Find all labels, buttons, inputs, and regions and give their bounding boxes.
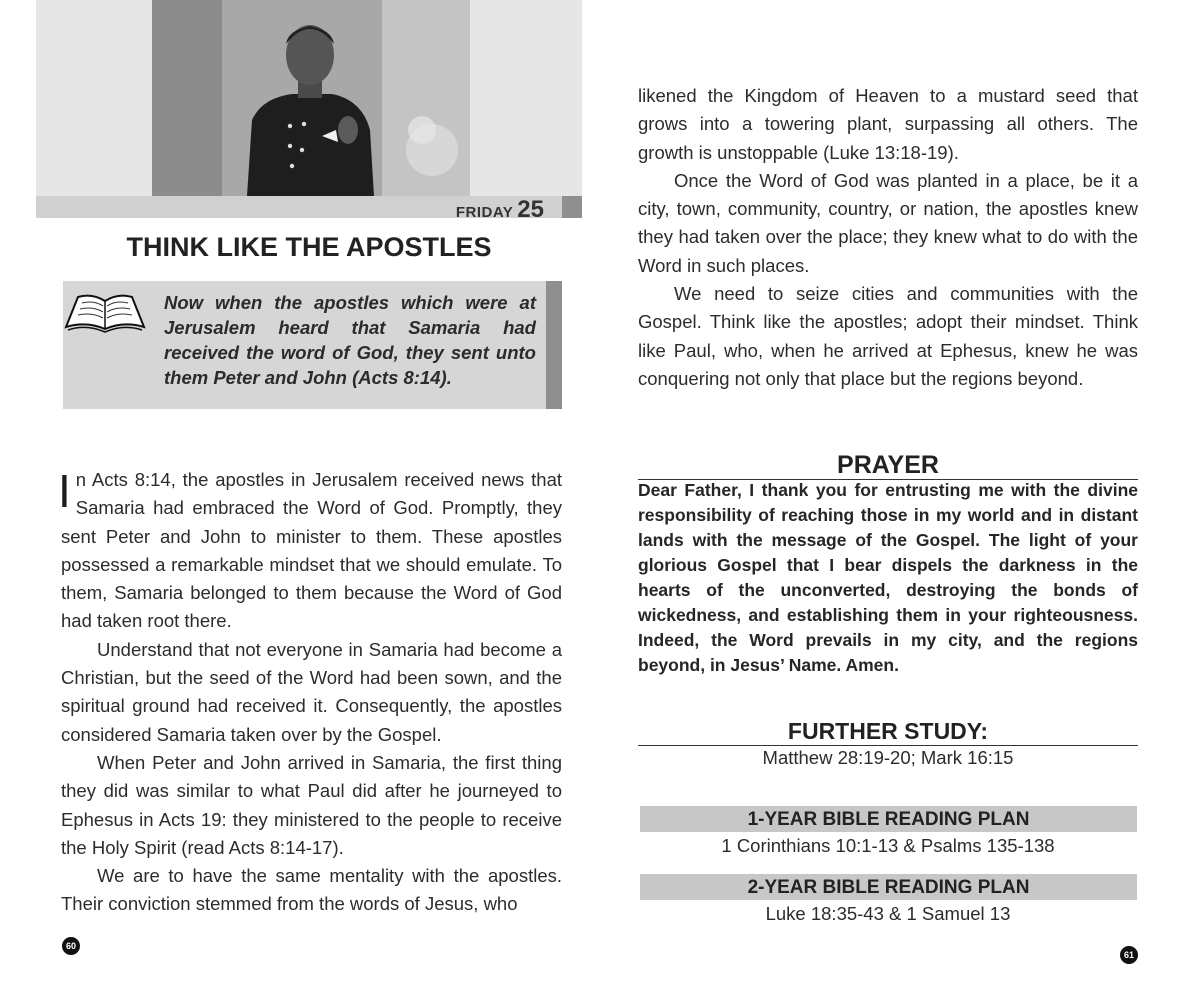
paragraph-continued: likened the Kingdom of Heaven to a mustard seed that grows into a towering plant, surpassing all others. The growth is unstoppable (Luke 13:18-19).	[638, 85, 1138, 163]
further-study-reference: Matthew 28:19-20; Mark 16:15	[762, 747, 1014, 768]
body-text-right	[638, 82, 1138, 393]
page-number-right: 61	[1120, 946, 1138, 964]
paragraph-4: We are to have the same mentality with the apostles. Their conviction stemmed from the words of Jesus, who	[61, 865, 562, 915]
drop-cap: I	[58, 465, 71, 517]
prayer-heading: PRAYER	[638, 451, 1138, 480]
two-year-plan-heading: 2-YEAR BIBLE READING PLAN	[640, 874, 1137, 900]
paragraph-2: Understand that not everyone in Samaria had become a Christian, but the seed of the Word had been sown, and the spiritual ground had received it. Consequently, the apostles considered Samaria taken over by the Gospel.	[61, 638, 562, 745]
page-number-left: 60	[62, 937, 80, 955]
paragraph-5: Once the Word of God was planted in a place, be it a city, town, community, country, or nation, the apostles knew they had taken over the place; they knew what to do with the Word in such places.	[638, 169, 1138, 276]
day-number: 25	[517, 196, 544, 223]
paragraph-6: We need to seize cities and communities with the Gospel. Think like the apostles; adopt their mindset. Think like Paul, who, when he arrived at Ephesus, knew he was conquering not only that place but the regions beyond.	[638, 283, 1138, 389]
paragraph-3: When Peter and John arrived in Samaria, the first thing they did was similar to what Paul did after he journeyed to Ephesus in Acts 19: they ministered to the people to receive the Holy Spirit (read Acts 8:14-17).	[61, 751, 562, 858]
preacher-portrait-image	[152, 0, 470, 196]
prayer-text: Dear Father, I thank you for entrusting me with the divine responsibility of reaching those in my world and in distant lands with the message of the Gospel. The light of your glorious Gospel that I bear dispels the darkness in the hearts of the unconverted, destroying the bonds of wickedness, and establishing them in your righteousness. Indeed, the Word prevails in my city, and the regions beyond, in Jesus’ Name. Amen.	[638, 480, 1138, 675]
weekday: FRIDAY	[455, 204, 514, 221]
paragraph	[58, 465, 562, 636]
one-year-plan-reading: 1 Corinthians 10:1-13 & Psalms 135-138	[721, 835, 1055, 856]
paragraph-1-text: n Acts 8:14, the apostles in Jerusalem received news that Samaria had embraced the Word of God. Promptly, they sent Peter and John to minister to them. These apostles possessed a remarkable mindset that we should emulate. To them, Samaria belonged to them because the Word of God had taken root there.	[61, 469, 562, 632]
body-text-left	[58, 465, 562, 919]
scripture-text: Now when the apostles which were at Jerusalem heard that Samaria had received the word of God, they sent unto them Peter and John (Acts 8:14).	[164, 292, 536, 388]
date-label	[380, 196, 544, 222]
scripture-box-edge	[546, 281, 562, 409]
author-photo	[152, 0, 470, 196]
date-band-marker	[562, 196, 582, 218]
devotional-title: THINK LIKE THE APOSTLES	[126, 232, 492, 262]
two-year-plan-reading: Luke 18:35-43 & 1 Samuel 13	[765, 903, 1011, 924]
one-year-plan-heading: 1-YEAR BIBLE READING PLAN	[640, 806, 1137, 832]
open-bible-icon	[64, 287, 146, 333]
further-study-heading: FURTHER STUDY:	[638, 718, 1138, 746]
